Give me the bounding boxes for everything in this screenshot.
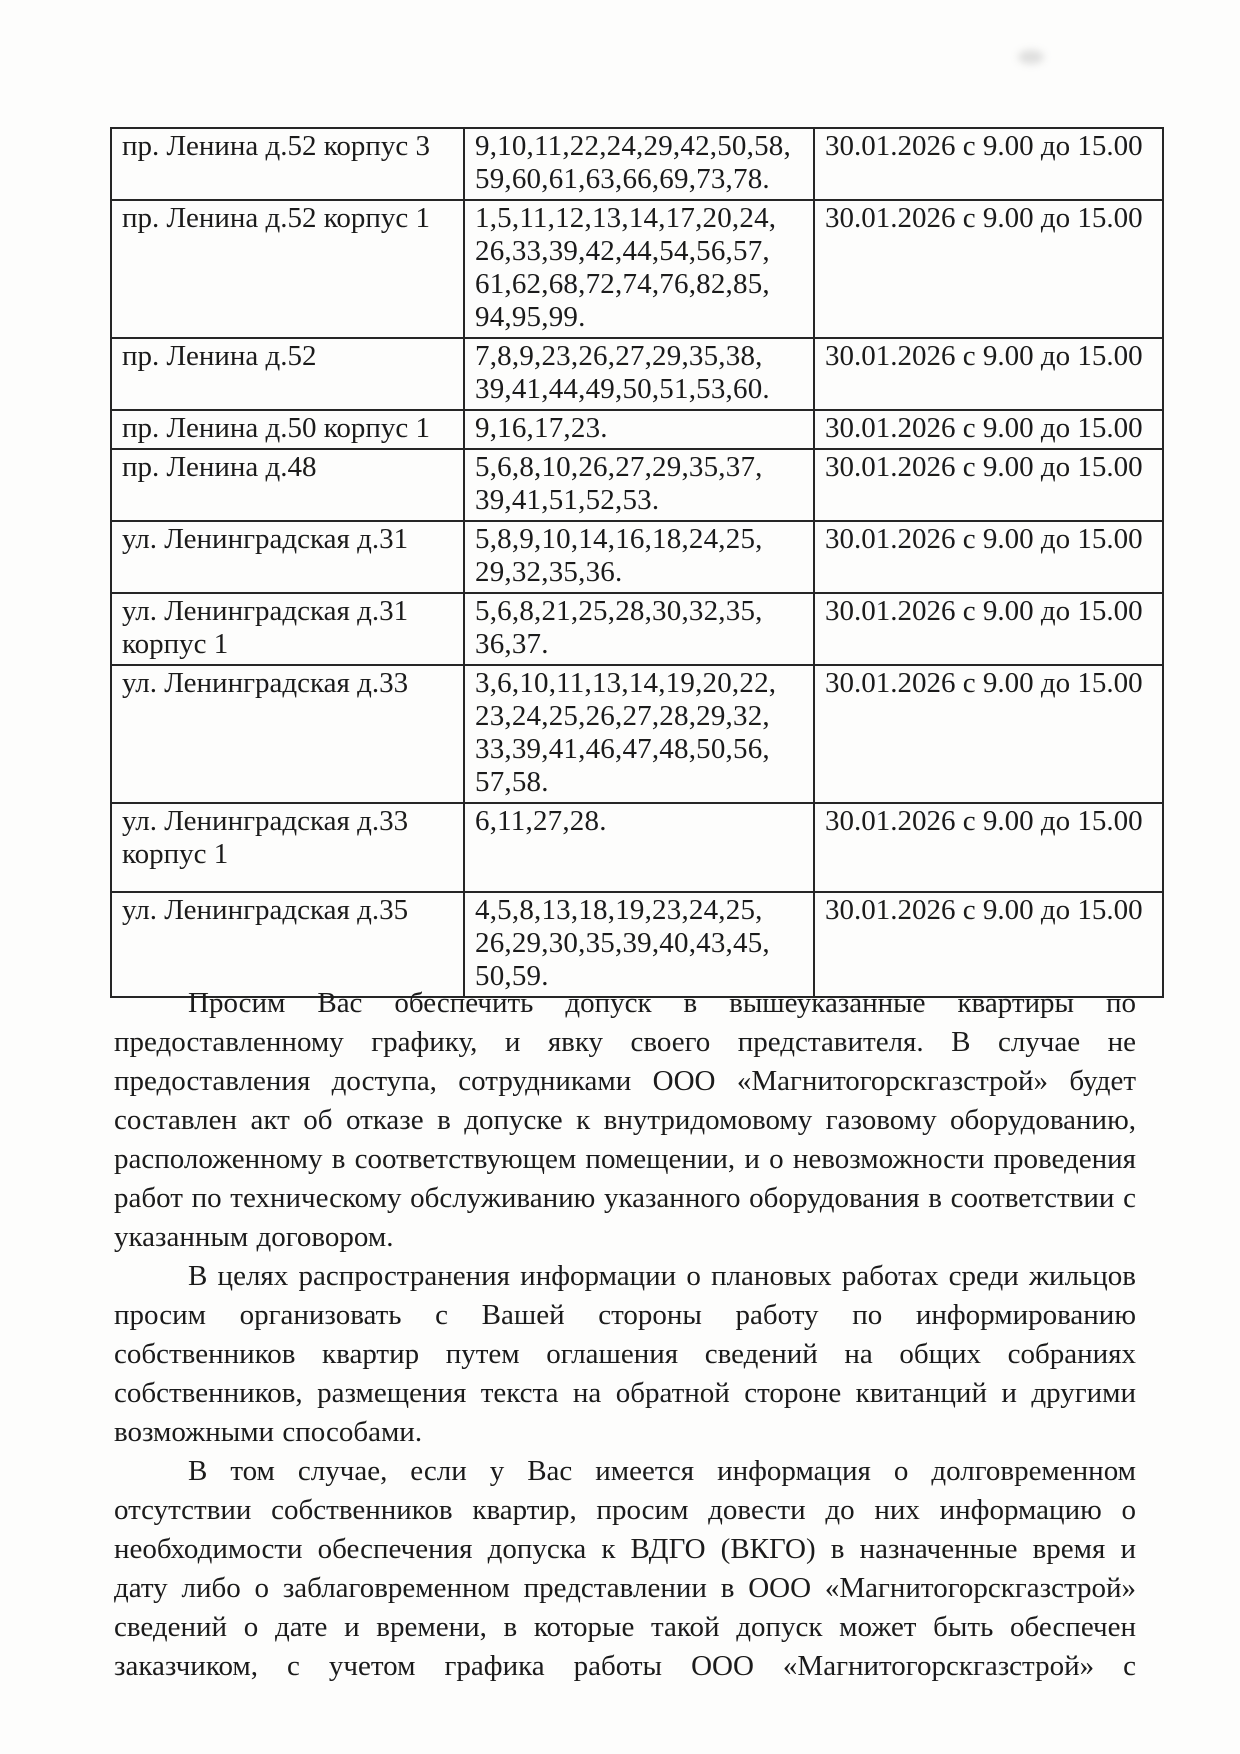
- address-cell: ул. Ленинградская д.31: [111, 521, 464, 593]
- table-row: [111, 521, 1163, 593]
- date-cell: 30.01.2026 с 9.00 до 15.00: [814, 521, 1163, 593]
- paragraph-access-request: Просим Вас обеспечить допуск в вышеуказанные квартиры по предоставленному графику, и явку своего представителя. В случае не предоставления доступа, сотрудниками ООО «Магнитогорскгазстрой» будет составлен акт об отказе в допуске к внутридомовому газовому оборудованию, расположенному в соответствующем помещении, и о невозможности проведения работ по техническому обслуживанию указанного оборудования в соответствии с указанным договором.: [114, 987, 1136, 1253]
- paragraph-long-absence: В том случае, если у Вас имеется информация о долговременном отсутствии собственников квартир, просим довести до них информацию о необходимости обеспечения допуска к ВДГО (ВКГО) в назначенные время и дату либо о заблаговременном представлении в ООО «Магнитогорскгазстрой» сведений о дате и времени, в которые такой допуск может быть обеспечен заказчиком, с учетом графика работы ООО «Магнитогорскгазстрой» с: [114, 1455, 1136, 1682]
- date-cell: 30.01.2026 с 9.00 до 15.00: [814, 593, 1163, 665]
- date-cell: 30.01.2026 с 9.00 до 15.00: [814, 803, 1163, 892]
- letter-body: [114, 984, 1136, 1686]
- schedule-table-body: [111, 128, 1163, 997]
- date-cell: 30.01.2026 с 9.00 до 15.00: [814, 892, 1163, 997]
- apartments-cell: 9,16,17,23.: [464, 410, 814, 449]
- apartments-cell: 5,8,9,10,14,16,18,24,25,29,32,35,36.: [464, 521, 814, 593]
- apartments-cell: 5,6,8,21,25,28,30,32,35,36,37.: [464, 593, 814, 665]
- date-cell: 30.01.2026 с 9.00 до 15.00: [814, 410, 1163, 449]
- address-cell: ул. Ленинградская д.31 корпус 1: [111, 593, 464, 665]
- scan-smudge: [1018, 50, 1044, 64]
- address-cell: пр. Ленина д.52: [111, 338, 464, 410]
- address-cell: ул. Ленинградская д.35: [111, 892, 464, 997]
- address-cell: пр. Ленина д.52 корпус 1: [111, 200, 464, 338]
- paragraph-information-distribution: В целях распространения информации о плановых работах среди жильцов просим организовать с Вашей стороны работу по информированию собственников квартир путем оглашения сведений на общих собраниях собственников, размещения текста на обратной стороне квитанций и другими возможными способами.: [114, 1260, 1136, 1448]
- date-cell: 30.01.2026 с 9.00 до 15.00: [814, 200, 1163, 338]
- table-row: [111, 200, 1163, 338]
- apartments-cell: 9,10,11,22,24,29,42,50,58,59,60,61,63,66,69,73,78.: [464, 128, 814, 200]
- address-cell: пр. Ленина д.52 корпус 3: [111, 128, 464, 200]
- access-schedule-table: [110, 127, 1164, 998]
- address-cell: пр. Ленина д.48: [111, 449, 464, 521]
- table-row: [111, 892, 1163, 997]
- apartments-cell: 4,5,8,13,18,19,23,24,25,26,29,30,35,39,40,43,45,50,59.: [464, 892, 814, 997]
- table-row: [111, 410, 1163, 449]
- address-cell: ул. Ленинградская д.33: [111, 665, 464, 803]
- apartments-cell: 5,6,8,10,26,27,29,35,37,39,41,51,52,53.: [464, 449, 814, 521]
- table-row: [111, 593, 1163, 665]
- apartments-cell: 6,11,27,28.: [464, 803, 814, 892]
- address-cell: пр. Ленина д.50 корпус 1: [111, 410, 464, 449]
- apartments-cell: 3,6,10,11,13,14,19,20,22,23,24,25,26,27,28,29,32,33,39,41,46,47,48,50,56,57,58.: [464, 665, 814, 803]
- date-cell: 30.01.2026 с 9.00 до 15.00: [814, 338, 1163, 410]
- address-cell: ул. Ленинградская д.33 корпус 1: [111, 803, 464, 892]
- apartments-cell: 1,5,11,12,13,14,17,20,24,26,33,39,42,44,54,56,57,61,62,68,72,74,76,82,85,94,95,99.: [464, 200, 814, 338]
- table-row: [111, 665, 1163, 803]
- date-cell: 30.01.2026 с 9.00 до 15.00: [814, 449, 1163, 521]
- apartments-cell: 7,8,9,23,26,27,29,35,38,39,41,44,49,50,51,53,60.: [464, 338, 814, 410]
- table-row: [111, 338, 1163, 410]
- table-row: [111, 803, 1163, 892]
- date-cell: 30.01.2026 с 9.00 до 15.00: [814, 665, 1163, 803]
- date-cell: 30.01.2026 с 9.00 до 15.00: [814, 128, 1163, 200]
- table-row: [111, 128, 1163, 200]
- table-row: [111, 449, 1163, 521]
